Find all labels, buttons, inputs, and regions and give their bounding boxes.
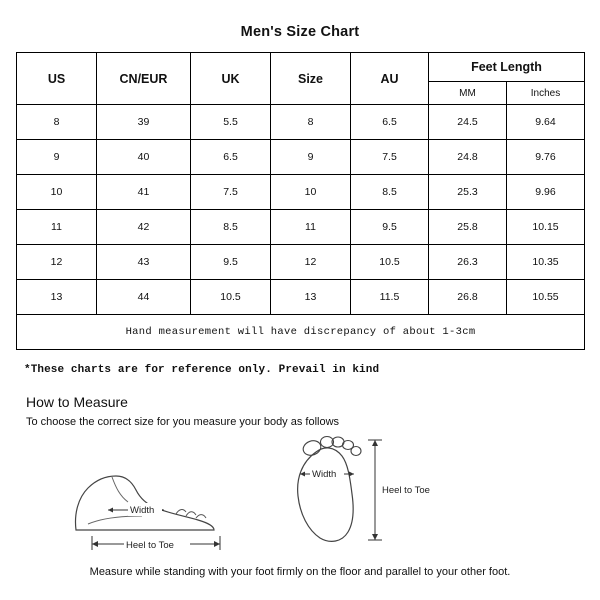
column-header-cn-eur: CN/EUR bbox=[97, 53, 191, 105]
cell-inches: 10.35 bbox=[507, 245, 585, 280]
column-header-us: US bbox=[17, 53, 97, 105]
cell-au: 7.5 bbox=[351, 140, 429, 175]
toe-detail-1 bbox=[176, 510, 186, 514]
cell-mm: 25.8 bbox=[429, 210, 507, 245]
top-view-foot-diagram bbox=[298, 437, 446, 542]
cell-cn-eur: 40 bbox=[97, 140, 191, 175]
cell-au: 9.5 bbox=[351, 210, 429, 245]
foot-measurement-illustration bbox=[16, 432, 596, 560]
cell-inches: 10.55 bbox=[507, 280, 585, 315]
disclaimer-text: *These charts are for reference only. Prevail in kind bbox=[24, 364, 380, 376]
cell-cn-eur: 44 bbox=[97, 280, 191, 315]
side-view-foot-diagram bbox=[76, 476, 221, 551]
column-header-feet-length: Feet Length bbox=[429, 53, 585, 82]
table-row bbox=[17, 210, 585, 245]
top-heel-to-toe-label: Heel to Toe bbox=[382, 485, 430, 496]
cell-size: 12 bbox=[271, 245, 351, 280]
page-title: Men's Size Chart bbox=[240, 24, 360, 40]
column-header-uk: UK bbox=[191, 53, 271, 105]
cell-us: 13 bbox=[17, 280, 97, 315]
column-subheader-inches: Inches bbox=[507, 82, 585, 105]
cell-us: 8 bbox=[17, 105, 97, 140]
column-subheader-mm: MM bbox=[429, 82, 507, 105]
arch-line bbox=[88, 516, 142, 524]
side-heel-to-toe-label: Heel to Toe bbox=[126, 540, 174, 551]
cell-size: 9 bbox=[271, 140, 351, 175]
how-to-measure-subheading: To choose the correct size for you measure your body as follows bbox=[26, 416, 340, 428]
cell-au: 10.5 bbox=[351, 245, 429, 280]
table-footnote-row bbox=[17, 315, 585, 350]
cell-cn-eur: 42 bbox=[97, 210, 191, 245]
measurement-footer-note: Measure while standing with your foot firmly on the floor and parallel to your other foot. bbox=[89, 566, 511, 578]
cell-au: 8.5 bbox=[351, 175, 429, 210]
top-sole-outline bbox=[298, 448, 354, 541]
table-row bbox=[17, 245, 585, 280]
toe-5 bbox=[351, 447, 361, 456]
cell-uk: 7.5 bbox=[191, 175, 271, 210]
table-row bbox=[17, 175, 585, 210]
cell-uk: 5.5 bbox=[191, 105, 271, 140]
cell-cn-eur: 43 bbox=[97, 245, 191, 280]
cell-mm: 26.8 bbox=[429, 280, 507, 315]
cell-inches: 9.76 bbox=[507, 140, 585, 175]
side-width-label: Width bbox=[130, 505, 155, 516]
cell-us: 9 bbox=[17, 140, 97, 175]
table-row bbox=[17, 280, 585, 315]
column-header-au: AU bbox=[351, 53, 429, 105]
cell-inches: 10.15 bbox=[507, 210, 585, 245]
cell-us: 10 bbox=[17, 175, 97, 210]
top-heel-to-toe-measure bbox=[368, 440, 446, 540]
toe-detail-3 bbox=[196, 515, 206, 518]
cell-au: 6.5 bbox=[351, 105, 429, 140]
side-width-measure bbox=[108, 503, 164, 516]
toe-detail-2 bbox=[186, 512, 196, 516]
cell-inches: 9.64 bbox=[507, 105, 585, 140]
cell-mm: 25.3 bbox=[429, 175, 507, 210]
cell-us: 12 bbox=[17, 245, 97, 280]
cell-au: 11.5 bbox=[351, 280, 429, 315]
cell-cn-eur: 39 bbox=[97, 105, 191, 140]
cell-size: 8 bbox=[271, 105, 351, 140]
cell-uk: 10.5 bbox=[191, 280, 271, 315]
big-toe bbox=[301, 438, 323, 457]
cell-size: 10 bbox=[271, 175, 351, 210]
cell-uk: 6.5 bbox=[191, 140, 271, 175]
mens-size-chart-table bbox=[16, 52, 585, 350]
cell-uk: 9.5 bbox=[191, 245, 271, 280]
cell-mm: 24.5 bbox=[429, 105, 507, 140]
measurement-diagrams bbox=[16, 432, 596, 560]
cell-size: 13 bbox=[271, 280, 351, 315]
table-header-row-main bbox=[17, 53, 585, 82]
table-row bbox=[17, 105, 585, 140]
cell-us: 11 bbox=[17, 210, 97, 245]
cell-size: 11 bbox=[271, 210, 351, 245]
cell-inches: 9.96 bbox=[507, 175, 585, 210]
side-heel-to-toe-measure bbox=[92, 536, 220, 551]
ankle-line bbox=[112, 477, 128, 502]
cell-uk: 8.5 bbox=[191, 210, 271, 245]
cell-mm: 24.8 bbox=[429, 140, 507, 175]
how-to-measure-heading: How to Measure bbox=[26, 394, 128, 410]
cell-mm: 26.3 bbox=[429, 245, 507, 280]
top-width-label: Width bbox=[312, 469, 337, 480]
top-width-measure bbox=[300, 467, 354, 480]
table-footnote: Hand measurement will have discrepancy of about 1-3cm bbox=[17, 315, 585, 350]
column-header-size: Size bbox=[271, 53, 351, 105]
cell-cn-eur: 41 bbox=[97, 175, 191, 210]
table-row bbox=[17, 140, 585, 175]
